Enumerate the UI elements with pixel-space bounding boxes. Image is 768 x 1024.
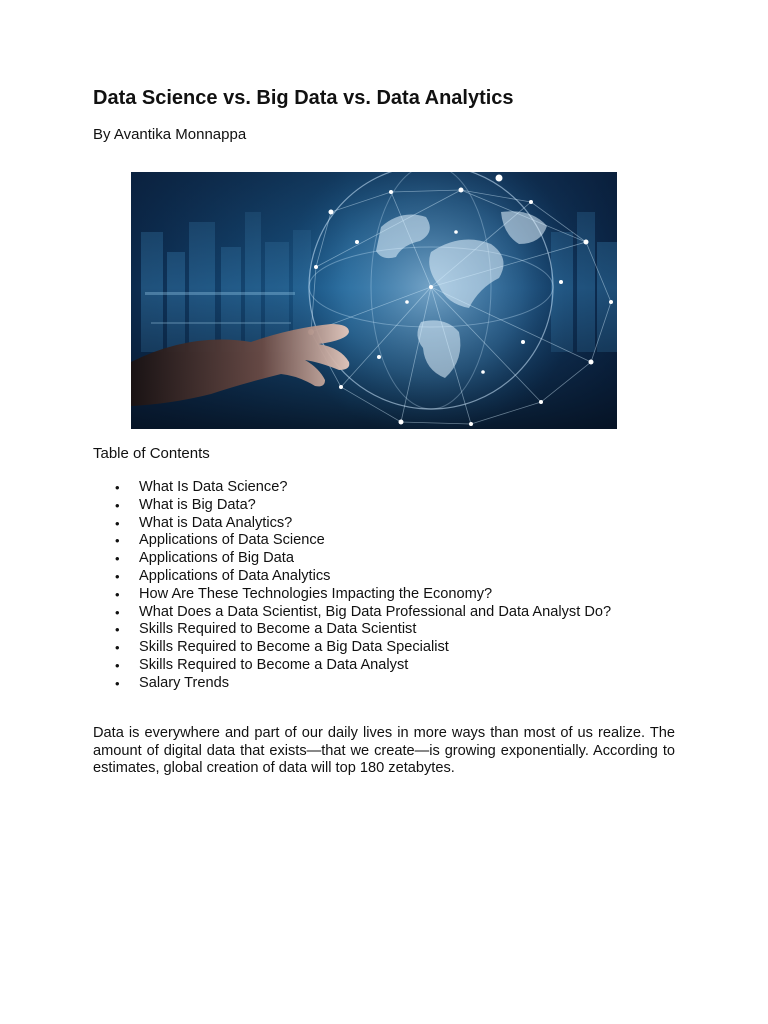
toc-item-label: What Does a Data Scientist, Big Data Professional and Data Analyst Do? [139, 603, 612, 620]
toc-item-label: Applications of Data Analytics [139, 567, 331, 584]
bullet: • [115, 657, 120, 673]
bullet: • [115, 551, 120, 567]
toc-item [93, 639, 611, 657]
bullet: • [115, 533, 120, 549]
bullet: • [115, 515, 120, 531]
toc-item-label: Skills Required to Become a Data Scientist [139, 621, 417, 638]
toc-item-label: What is Data Analytics? [139, 514, 293, 531]
toc-item [93, 550, 611, 568]
toc-item-label: Applications of Big Data [139, 550, 294, 567]
table-of-contents [93, 479, 611, 693]
toc-item [93, 586, 611, 604]
toc-item [93, 479, 611, 497]
bullet: • [115, 586, 120, 602]
bullet: • [115, 480, 120, 495]
intro-paragraph: Data is everywhere and part of our daily lives in more ways than most of us realize. The amount of digital data that exists—that we create—is growing exponentially. According to estimates, global creation of data will top 180 zetabytes. [93, 725, 675, 777]
toc-item [93, 657, 611, 675]
toc-item [93, 515, 611, 533]
bullet: • [115, 497, 120, 513]
toc-item [93, 675, 611, 693]
toc-item-label: How Are These Technologies Impacting the Economy? [139, 585, 493, 602]
bullet: • [115, 622, 120, 638]
toc-item-label: Salary Trends [139, 674, 230, 691]
author-byline: By Avantika Monnappa [93, 126, 247, 143]
toc-item-label: Skills Required to Become a Big Data Specialist [139, 639, 449, 656]
toc-item-label: Skills Required to Become a Data Analyst [139, 656, 409, 673]
toc-item [93, 568, 611, 586]
toc-item-label: Applications of Data Science [139, 532, 325, 549]
toc-item [93, 604, 611, 622]
page-title: Data Science vs. Big Data vs. Data Analytics [93, 87, 514, 109]
toc-heading: Table of Contents [93, 445, 210, 462]
bullet: • [115, 568, 120, 584]
globe-network-hand-image [131, 172, 617, 429]
toc-item [93, 621, 611, 639]
toc-item-label: What is Big Data? [139, 496, 256, 513]
toc-item [93, 497, 611, 515]
toc-item [93, 532, 611, 550]
bullet: • [115, 675, 120, 691]
bullet: • [115, 604, 120, 620]
toc-item-label: What Is Data Science? [139, 479, 288, 495]
bullet: • [115, 640, 120, 656]
